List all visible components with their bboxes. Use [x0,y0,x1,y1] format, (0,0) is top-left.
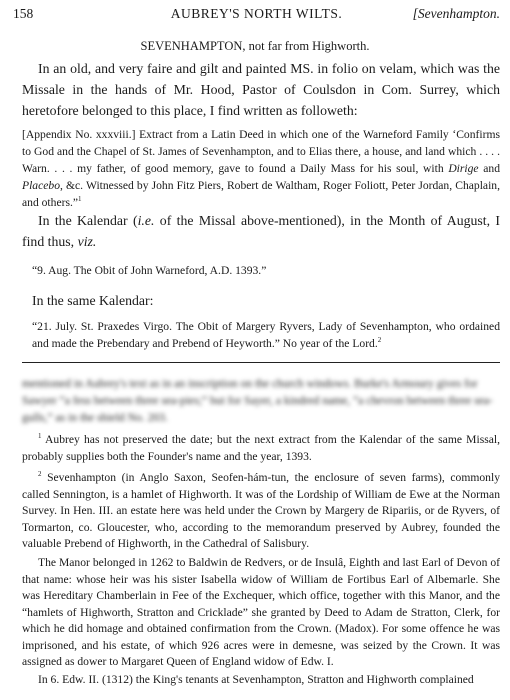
deed-text-after: , &c. Witnessed by John Fitz Piers, Robert de Waltham, Roger Foliott, Peter Jordan, Chaplain, and others.” [22,179,500,209]
running-place: [Sevenhampton. [412,6,500,21]
edw-paragraph: In 6. Edw. II. (1312) the King's tenants at Sevenhampton, Stratton and Highworth complained [38,673,474,686]
obit-july-text: “21. July. St. Praxedes Virgo. The Obit of Margery Ryvers, Lady of Sevenhampton, who ordained and made the Prebendary and Prebend of Heyworth.” No year of the Lord. [32,320,500,350]
kalendar-ie: i.e. [137,213,155,228]
deed-text-before: [Appendix No. xxxviii.] Extract from a Latin Deed in which one of the Warneford Family ‘Confirms to God and the Chapel of St. James of Sevenhampton, and to Elias there, a house, and land which . . . . Warn. . . . my father, of good memory, gave to found a Daily Mass for his soul, with [22,128,500,175]
intro-paragraph: In an old, and very faire and gilt and painted MS. in folio on velam, which was the Missale in the hands of Mr. Hood, Pastor of Coulsdon in Com. Surrey, which heretofore belonged to this place, I find written as followeth: [22,61,500,118]
running-title: AUBREY'S NORTH WILTS. [170,6,343,21]
kalendar-viz: viz. [77,234,97,249]
deed-placebo: Placebo [22,179,60,192]
kalendar-b: of the Missal above-mentioned), in the Month of August, I find thus, [22,213,500,249]
manor-paragraph: The Manor belonged in 1262 to Baldwin de Redvers, or de Insulâ, Eighth and last Earl of Devon of that name: whose heir was his sister Isabella widow of William de Fortibus Earl of Albemarle. She was Hereditary Chamberlain in Fee of the Exchequer, which office, together with this Manor, and the “hamlets of Highworth, Stratton and Cricklade” she granted by Deed to Adam de Stratton, Clerk, for which he did homage and obtained confirmation from the Crown. (Madox). For some offence he was imprisoned, and his estate, of which 926 acres were in demesne, was seized by the Crown. It was assigned as dower to Margaret Queen of England widow of Edw. I. [22,556,500,668]
footnote-1 [22,432,500,465]
same-kalendar-line: In the same Kalendar: [32,293,154,308]
kalendar-paragraph [22,210,500,252]
footnote-rule [22,362,500,363]
deed-dirige: Dirige [448,162,479,175]
footnote-2-number: 2 [38,470,42,479]
kalendar-a: In the Kalendar ( [38,213,138,228]
footnote-ref-2: 2 [377,336,382,345]
footnote-2-text: Sevenhampton (in Anglo Saxon, Seofen-hám-tun, the enclosure of seven farms), commonly called Sennington, is a hamlet of Highworth. It was of the Lordship of William de Ewe at the Norman Survey. In Hen. III. an estate here was held under the Crown by Margery de Ripariis, or de Ryvers, of Tormarton, co. Gloucester, who, according to the memorandum preserved by Aubrey, founded the valuable Prebend of Highworth, in the Cathedral of Salisbury. [22,471,500,550]
running-header [13,6,500,26]
obit-august: “9. Aug. The Obit of John Warneford, A.D. 1393.” [32,264,267,277]
page-number: 158 [13,6,34,21]
obit-july [22,318,500,352]
footnote-1-text: Aubrey has not preserved the date; but the next extract from the Kalendar of the same Missal, probably supplies both the Founder's name and the year, 1393. [22,433,500,463]
blurred-carryover-note: mentioned in Aubrey's text as in an inscription on the church windows. Burke's Armoury gives for Sawyer “a fess between three sea-pies;” but for Sayer, a kindred name, “a chevron between three sea-gulls,” as in the shield No. 203. [22,377,493,424]
deed-and: and [478,162,501,175]
footnote-2 [22,470,500,553]
footnote-1-number: 1 [38,432,42,441]
deed-paragraph [22,126,500,211]
footnote-ref-1: 1 [78,195,82,204]
section-title: SEVENHAMPTON, not far from Highworth. [140,39,370,53]
